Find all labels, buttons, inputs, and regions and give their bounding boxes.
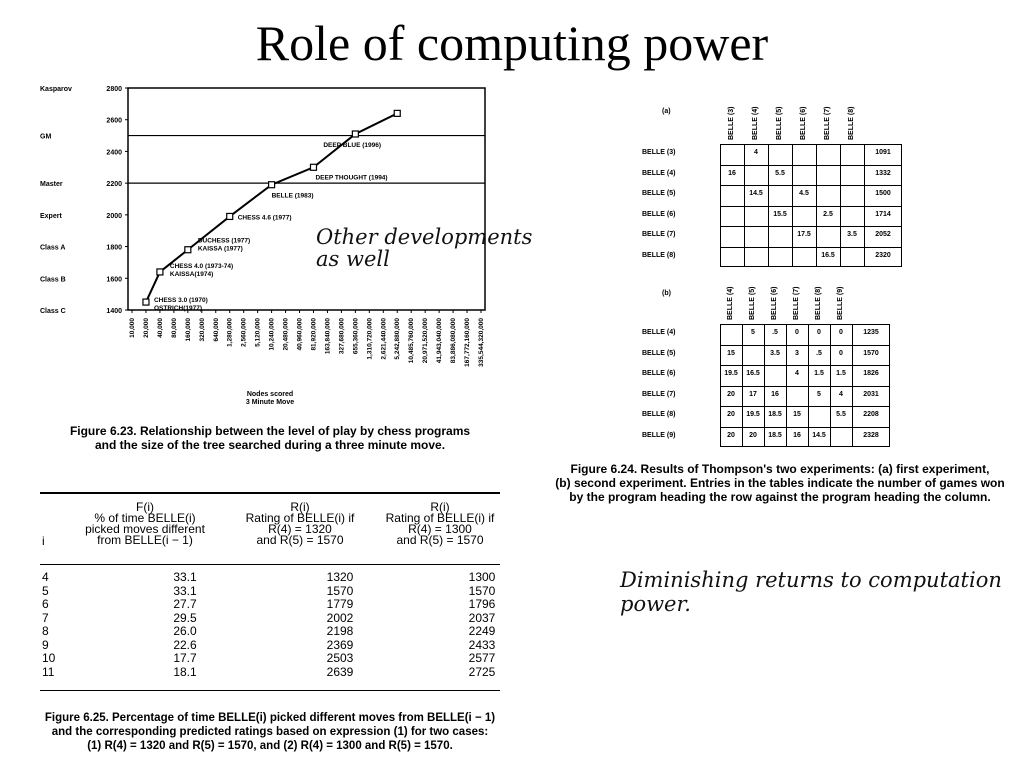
level-label: GM (40, 133, 52, 141)
level-label: Master (40, 181, 63, 189)
table-cell: 3 (795, 349, 799, 357)
column-header: BELLE (5) (776, 106, 783, 140)
row-f: 33.1 (173, 570, 197, 584)
table-cell: 15 (793, 411, 801, 419)
table-cell: 4.5 (799, 190, 809, 198)
x-tick-label: 640,000 (212, 318, 220, 342)
row-f: 17.7 (173, 651, 197, 665)
header-line: and R(5) = 1570 (396, 533, 484, 547)
row-r1: 2198 (326, 624, 354, 638)
row-header: BELLE (7) (642, 231, 676, 239)
table-cell: 2.5 (823, 210, 833, 218)
header-f (70, 502, 220, 546)
data-point (269, 182, 275, 188)
figure-6-25-caption (30, 711, 510, 753)
table-cell: 4 (754, 149, 758, 157)
header-line: F(i) (136, 500, 154, 514)
y-tick-label: 2400 (106, 149, 122, 157)
annotation-line: as well (316, 247, 390, 271)
x-tick-label: 167,772,160,000 (464, 318, 472, 367)
table-cell: 5.5 (836, 411, 846, 419)
caption-line: Figure 6.23. Relationship between the level of play by chess programs (69, 424, 471, 438)
table-cell: 15 (727, 349, 735, 357)
caption-line: and the size of the tree searched during a three minute move. (94, 438, 446, 452)
row-f: 29.5 (173, 610, 197, 625)
table-cell: 4 (839, 390, 843, 398)
grid-hline (720, 406, 890, 407)
rating-cell: 2208 (863, 411, 879, 419)
header-line: R(i) (430, 500, 450, 514)
point-label: CHESS 3.0 (1970) (153, 297, 208, 305)
caption-line: Figure 6.25. Percentage of time BELLE(i) picked different moves from BELLE(i − 1) (44, 712, 496, 724)
row-r1: 2002 (326, 610, 354, 625)
row-header: BELLE (3) (642, 149, 676, 157)
figure-6-24-tables (640, 88, 920, 468)
y-tick-label: 2800 (106, 86, 122, 93)
point-label: DUCHESS (1977) (197, 237, 251, 245)
data-point (157, 269, 163, 275)
grid-hline (720, 345, 890, 346)
row-i: 10 (42, 651, 56, 665)
table-cell: 20 (749, 431, 757, 439)
table-cell: 17 (749, 390, 757, 398)
x-axis-label: Nodes scored (246, 391, 294, 398)
column-header: BELLE (6) (771, 286, 778, 320)
level-label: Expert (40, 212, 62, 220)
header-line: picked moves different (85, 522, 205, 536)
x-tick-label: 2,621,440,000 (380, 318, 388, 360)
x-tick-label: 327,680,000 (338, 318, 346, 355)
x-tick-label: 655,360,000 (352, 318, 360, 355)
point-label: KAISSA(1974) (169, 270, 214, 278)
x-tick-label: 160,000 (184, 318, 192, 342)
row-r1: 2503 (326, 651, 354, 665)
table-cell: 16.5 (821, 251, 835, 259)
table-cell: 16 (728, 169, 736, 177)
row-i: 9 (42, 637, 49, 652)
header-line: R(i) (290, 500, 310, 514)
row-r2: 2433 (468, 637, 496, 652)
x-tick-label: 20,000 (142, 318, 150, 338)
rating-cell: 2328 (863, 431, 879, 439)
header-line: and R(5) = 1570 (256, 533, 344, 547)
rating-cell: 1570 (863, 349, 879, 357)
caption-line: (1) R(4) = 1320 and R(5) = 1570, and (2) R(4) = 1300 and R(5) = 1570. (87, 740, 453, 752)
grid-hline (720, 365, 890, 366)
row-header: BELLE (8) (642, 411, 676, 419)
table-cell: 3.5 (770, 349, 780, 357)
table-cell: 1.5 (814, 370, 824, 378)
table-cell: .5 (816, 349, 822, 357)
table-label: (b) (662, 290, 671, 297)
table-row (40, 599, 500, 612)
rating-cell: 1332 (875, 169, 891, 177)
y-tick-label: 1400 (106, 308, 122, 315)
row-header: BELLE (4) (642, 169, 676, 177)
y-tick-label: 2600 (106, 117, 122, 125)
row-f: 22.6 (173, 637, 197, 652)
point-label: CHESS 4.0 (1973-74) (169, 262, 234, 270)
x-tick-label: 2,560,000 (240, 318, 248, 347)
header-i: i (42, 534, 45, 548)
rating-cell: 1235 (863, 329, 879, 337)
table-cell: 0 (795, 329, 799, 337)
rating-cell: 1826 (863, 370, 879, 378)
x-tick-label: 5,120,000 (254, 318, 262, 347)
header-line: R(4) = 1320 (268, 522, 332, 536)
column-header: BELLE (6) (800, 106, 807, 140)
point-label: BELLE (1983) (271, 192, 314, 200)
row-f: 26.0 (173, 624, 197, 638)
row-header: BELLE (4) (642, 329, 676, 337)
row-r2: 1796 (468, 597, 496, 611)
header-line: from BELLE(i − 1) (97, 533, 193, 547)
row-i: 6 (42, 597, 49, 611)
x-tick-label: 5,242,880,000 (394, 318, 402, 360)
table-cell: 18.5 (768, 431, 782, 439)
row-header: BELLE (9) (642, 431, 676, 439)
table-cell: 5 (751, 329, 755, 337)
column-header: BELLE (5) (749, 286, 756, 320)
y-tick-label: 1800 (106, 244, 122, 252)
table-cell: .5 (772, 329, 778, 337)
table-cell: 16 (771, 390, 779, 398)
slide-title: Role of computing power (255, 15, 769, 71)
x-axis-label: 3 Minute Move (245, 399, 295, 406)
rating-cell: 1500 (875, 190, 891, 198)
column-header: BELLE (9) (837, 286, 844, 320)
row-r2: 2037 (468, 610, 496, 625)
level-label: Kasparov (40, 86, 72, 93)
row-r1: 1779 (326, 597, 354, 611)
grid-hline (720, 226, 902, 227)
column-header: BELLE (4) (727, 286, 734, 320)
row-header: BELLE (7) (642, 390, 676, 398)
table-cell: 16.5 (746, 370, 760, 378)
table-cell: 20 (727, 411, 735, 419)
x-tick-label: 335,544,320,000 (478, 318, 485, 367)
row-r1: 2369 (326, 637, 354, 652)
table-cell: 4 (795, 370, 799, 378)
caption-line: by the program heading the row against the program heading the column. (569, 490, 991, 504)
table-row (40, 626, 500, 639)
point-label: CHESS 4.6 (1977) (237, 214, 292, 222)
row-i: 4 (42, 570, 49, 584)
handwritten-annotation (316, 226, 532, 270)
table-cell: 17.5 (797, 231, 811, 239)
handwritten-note (620, 568, 1002, 616)
table-cell: 0 (839, 329, 843, 337)
row-r2: 2577 (468, 651, 496, 665)
table-cell: 14.5 (812, 431, 826, 439)
header-r1 (230, 502, 370, 546)
y-tick-label: 2200 (106, 181, 122, 189)
x-tick-label: 41,943,040,000 (436, 318, 444, 364)
x-tick-label: 20,480,000 (282, 318, 290, 351)
rating-cell: 2052 (875, 231, 891, 239)
figure-6-24-caption (540, 462, 1020, 504)
row-header: BELLE (5) (642, 190, 676, 198)
column-header: BELLE (4) (752, 106, 759, 140)
grid-hline (720, 427, 890, 428)
table-row (40, 653, 500, 666)
column-header: BELLE (8) (848, 106, 855, 140)
column-header: BELLE (8) (815, 286, 822, 320)
level-label: Class A (40, 244, 66, 252)
data-point (185, 247, 191, 253)
table-row (40, 664, 500, 680)
table-row (40, 583, 500, 599)
row-r2: 1570 (468, 583, 496, 598)
column-header: BELLE (7) (824, 106, 831, 140)
table-cell: 5 (817, 390, 821, 398)
x-tick-label: 163,840,000 (324, 318, 332, 355)
annotation-line: Other developments (316, 225, 533, 249)
data-point (352, 131, 358, 137)
table-row (40, 572, 500, 585)
x-tick-label: 1,310,720,000 (366, 318, 374, 360)
row-r2: 2249 (468, 624, 496, 638)
table-cell: 19.5 (724, 370, 738, 378)
row-r1: 2639 (326, 664, 354, 679)
row-i: 8 (42, 624, 49, 638)
table-cell: 3.5 (847, 231, 857, 239)
level-label: Class B (40, 276, 66, 284)
row-f: 33.1 (173, 583, 197, 598)
caption-line: and the corresponding predicted ratings based on expression (1) for two cases: (51, 726, 489, 738)
table-cell: 20 (727, 431, 735, 439)
row-i: 11 (42, 664, 55, 679)
table-cell: 20 (727, 390, 735, 398)
point-label: KAISSA (1977) (197, 245, 243, 253)
header-r2 (370, 502, 510, 546)
rating-cell: 1714 (875, 210, 891, 218)
header-line: Rating of BELLE(i) if (385, 511, 495, 525)
row-i: 5 (42, 583, 49, 598)
point-label: DEEP THOUGHT (1994) (315, 174, 388, 182)
note-line: power. (620, 592, 691, 616)
x-tick-label: 80,000 (170, 318, 178, 338)
grid-hline (720, 206, 902, 207)
row-r2: 1300 (468, 570, 496, 584)
row-header: BELLE (6) (642, 370, 676, 378)
header-line: Rating of BELLE(i) if (245, 511, 355, 525)
table-cell: 0 (839, 349, 843, 357)
table-cell: 5.5 (775, 169, 785, 177)
table-cell: 16 (793, 431, 801, 439)
row-header: BELLE (6) (642, 210, 676, 218)
y-tick-label: 2000 (106, 212, 122, 220)
x-tick-label: 40,000 (156, 318, 164, 338)
x-tick-label: 81,920,000 (310, 318, 318, 351)
figure-6-23-caption (40, 424, 500, 452)
table-cell: 0 (817, 329, 821, 337)
caption-line: Figure 6.24. Results of Thompson's two experiments: (a) first experiment, (570, 462, 990, 476)
row-header: BELLE (5) (642, 349, 676, 357)
grid-hline (720, 165, 902, 166)
column-header: BELLE (7) (793, 286, 800, 320)
table-bottom-rule (40, 690, 500, 691)
grid-hline (720, 247, 902, 248)
row-r1: 1570 (326, 583, 354, 598)
point-label: DEEP BLUE (1996) (323, 141, 382, 149)
row-r2: 2725 (468, 664, 496, 679)
note-line: Diminishing returns to computation (620, 568, 1002, 592)
row-header: BELLE (8) (642, 251, 676, 259)
point-label: OSTRICH(1977) (153, 305, 203, 313)
x-tick-label: 10,000 (129, 318, 136, 338)
row-i: 7 (42, 610, 49, 625)
table-header-rule (40, 564, 500, 565)
row-r1: 1320 (326, 570, 354, 584)
table-cell: 14.5 (749, 190, 763, 198)
rating-cell: 1091 (875, 149, 891, 157)
rating-cell: 2320 (875, 251, 891, 259)
x-tick-label: 83,886,080,000 (450, 318, 458, 364)
header-line: R(4) = 1300 (408, 522, 472, 536)
data-point (143, 299, 149, 305)
x-tick-label: 10,240,000 (268, 318, 276, 351)
row-f: 18.1 (173, 664, 197, 679)
y-tick-label: 1600 (106, 276, 122, 284)
table-cell: 18.5 (768, 411, 782, 419)
level-label: Class C (40, 308, 66, 315)
x-tick-label: 320,000 (198, 318, 206, 342)
data-point (227, 213, 233, 219)
table-cell: 1.5 (836, 370, 846, 378)
grid-hline (720, 386, 890, 387)
caption-line: (b) second experiment. Entries in the tables indicate the number of games won (555, 476, 1005, 490)
rating-cell: 2031 (863, 390, 879, 398)
x-tick-label: 20,971,520,000 (422, 318, 430, 364)
x-tick-label: 40,960,000 (296, 318, 304, 351)
column-header: BELLE (3) (728, 106, 735, 140)
row-f: 27.7 (173, 597, 197, 611)
x-tick-label: 1,280,000 (226, 318, 234, 347)
table-row (40, 637, 500, 653)
table-cell: 15.5 (773, 210, 787, 218)
header-line: % of time BELLE(i) (94, 511, 196, 525)
table-label: (a) (662, 108, 671, 115)
table-cell: 19.5 (746, 411, 760, 419)
table-top-rule (40, 492, 500, 494)
table-row (40, 610, 500, 626)
data-point (394, 110, 400, 116)
grid-hline (720, 185, 902, 186)
x-tick-label: 10,485,760,000 (408, 318, 416, 364)
data-point (310, 164, 316, 170)
